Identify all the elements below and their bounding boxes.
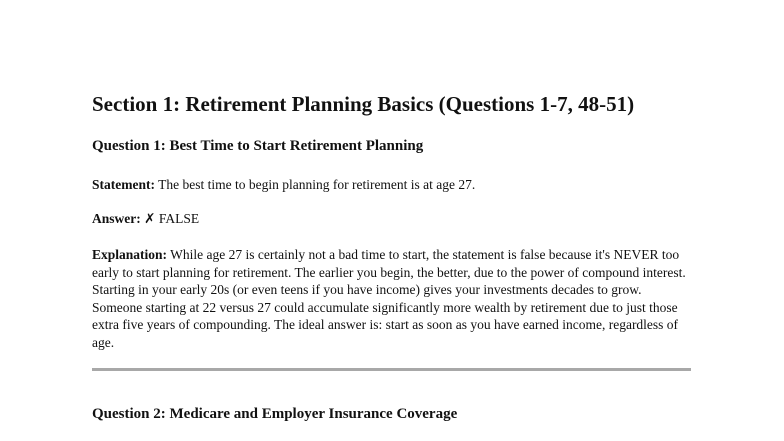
question-1-explanation (92, 246, 692, 351)
section-divider (92, 368, 691, 371)
statement-label: Statement: (92, 177, 155, 192)
question-2-title: Question 2: Medicare and Employer Insurance Coverage (92, 406, 458, 422)
explanation-label: Explanation: (92, 247, 168, 262)
section-title: Section 1: Retirement Planning Basics (Questions 1-7, 48-51) (92, 92, 635, 116)
question-1-answer (92, 210, 692, 228)
answer-text: FALSE (158, 211, 200, 226)
statement-text: The best time to begin planning for retirement is at age 27. (158, 177, 476, 192)
explanation-text: While age 27 is certainly not a bad time to start, the statement is false because it's NEVER too early to start planning for retirement. The earlier you begin, the better, due to the power of compound interest. Starting in your early 20s (or even teens if you have income) gives your investments decades to grow. Someone starting at 22 versus 27 could accumulate significantly more wealth by retirement due to just those extra five years of compounding. The ideal answer is: start as soon as you have earned income, regardless of age. (92, 247, 686, 350)
question-1-statement (92, 176, 692, 194)
question-1-title: Question 1: Best Time to Start Retirement Planning (92, 138, 424, 154)
cross-mark-icon: ✗ (144, 211, 156, 226)
answer-label: Answer: (92, 211, 141, 226)
